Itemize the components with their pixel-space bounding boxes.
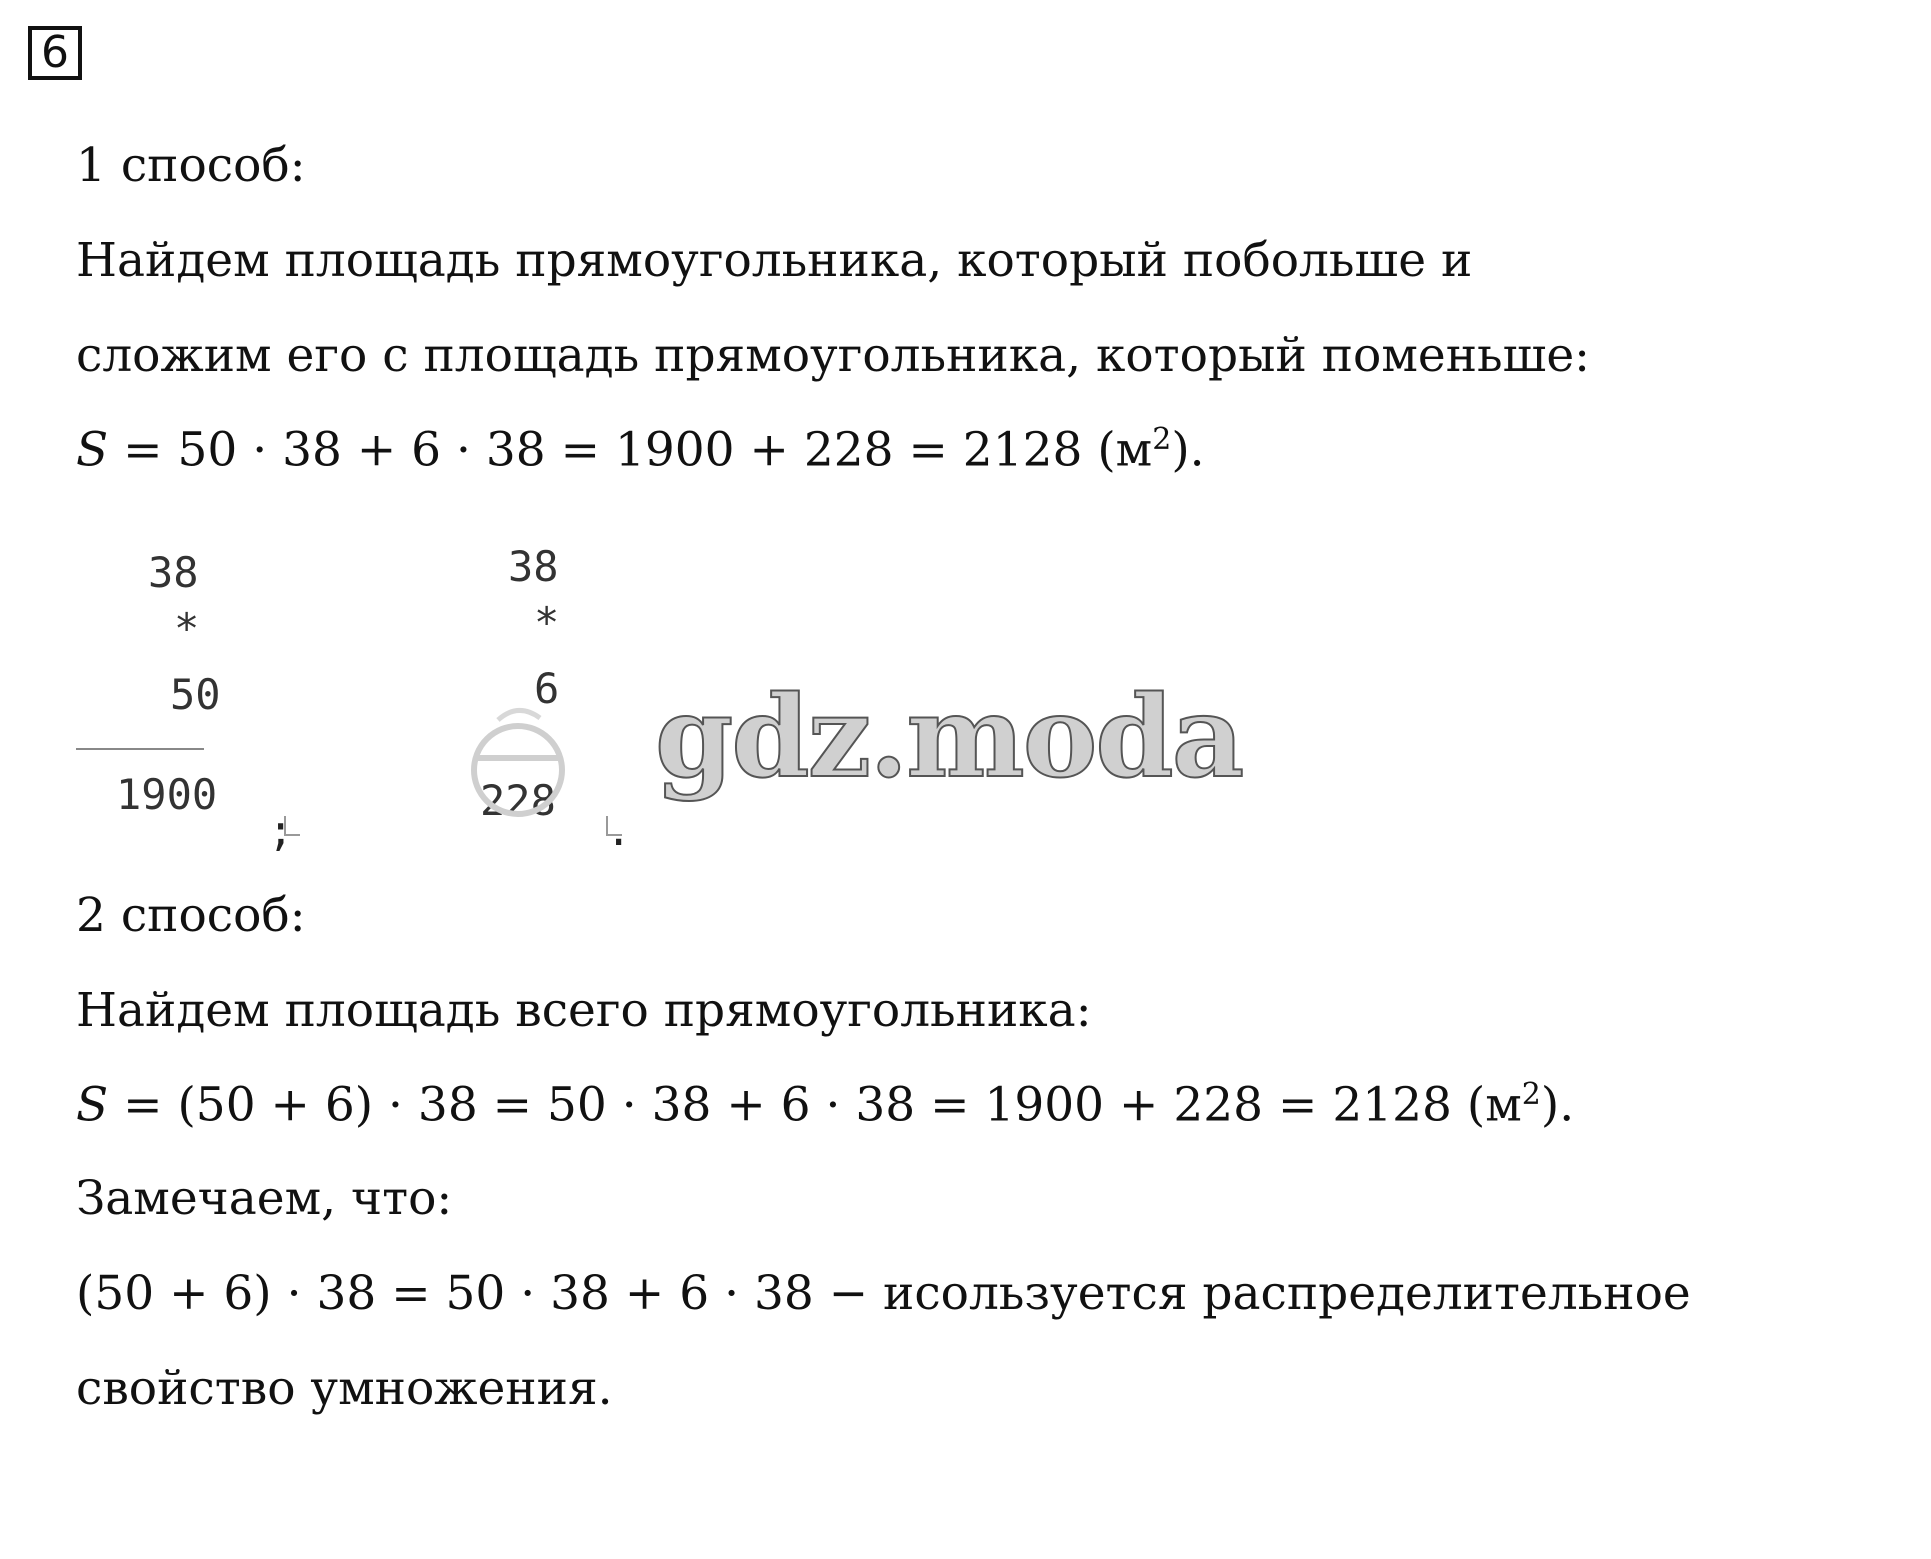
method2-text-line1: Найдем площадь всего прямоугольника:: [76, 983, 1092, 1038]
method1-text-line2: сложим его с площадь прямоугольника, который поменьше:: [76, 328, 1590, 383]
method2-heading: 2 способ:: [76, 888, 306, 943]
calc2-multiplicand: 38: [508, 542, 559, 591]
calc1-multiplicand: 38: [148, 548, 199, 597]
formula-exponent: 2: [1521, 1077, 1541, 1112]
calc1-divider: [76, 748, 204, 750]
method2-formula: [76, 1078, 1574, 1131]
formula-expression: = 50 · 38 + 6 · 38 = 1900 + 228 = 2128 (м: [108, 422, 1153, 478]
formula-tail: ).: [1540, 1077, 1575, 1133]
calc1-separator: ;: [268, 806, 294, 855]
task-number-box: 6: [28, 26, 82, 80]
method2-property-line2: свойство умножения.: [76, 1361, 613, 1416]
method1-heading: 1 способ:: [76, 138, 306, 193]
formula-variable: S: [76, 1077, 109, 1133]
calc1-operator: *: [174, 604, 200, 653]
calc1-anchor-mark: [284, 816, 300, 836]
calc2-multiplier: 6: [534, 664, 560, 713]
method2-note: Замечаем, что:: [76, 1171, 453, 1226]
method2-property-line1: (50 + 6) · 38 = 50 · 38 + 6 · 38 − исользуется распределительное: [76, 1266, 1691, 1321]
calc2-result: 228: [480, 776, 556, 825]
method1-formula: [76, 423, 1205, 476]
formula-exponent: 2: [1152, 422, 1172, 457]
formula-tail: ).: [1171, 422, 1205, 478]
calc1-result: 1900: [116, 770, 218, 819]
calc2-anchor-mark: [606, 816, 622, 836]
calc2-operator: *: [534, 598, 560, 647]
method1-text-line1: Найдем площадь прямоугольника, который побольше и: [76, 233, 1473, 288]
calc2-separator: .: [606, 806, 632, 855]
formula-variable: S: [76, 422, 109, 478]
watermark-logo: gdz.moda: [655, 672, 1243, 803]
watermark-emblem-icon: [468, 700, 568, 830]
calc1-multiplier: 50: [170, 670, 221, 719]
formula-expression: = (50 + 6) · 38 = 50 · 38 + 6 · 38 = 1900 + 228 = 2128 (м: [108, 1077, 1522, 1133]
